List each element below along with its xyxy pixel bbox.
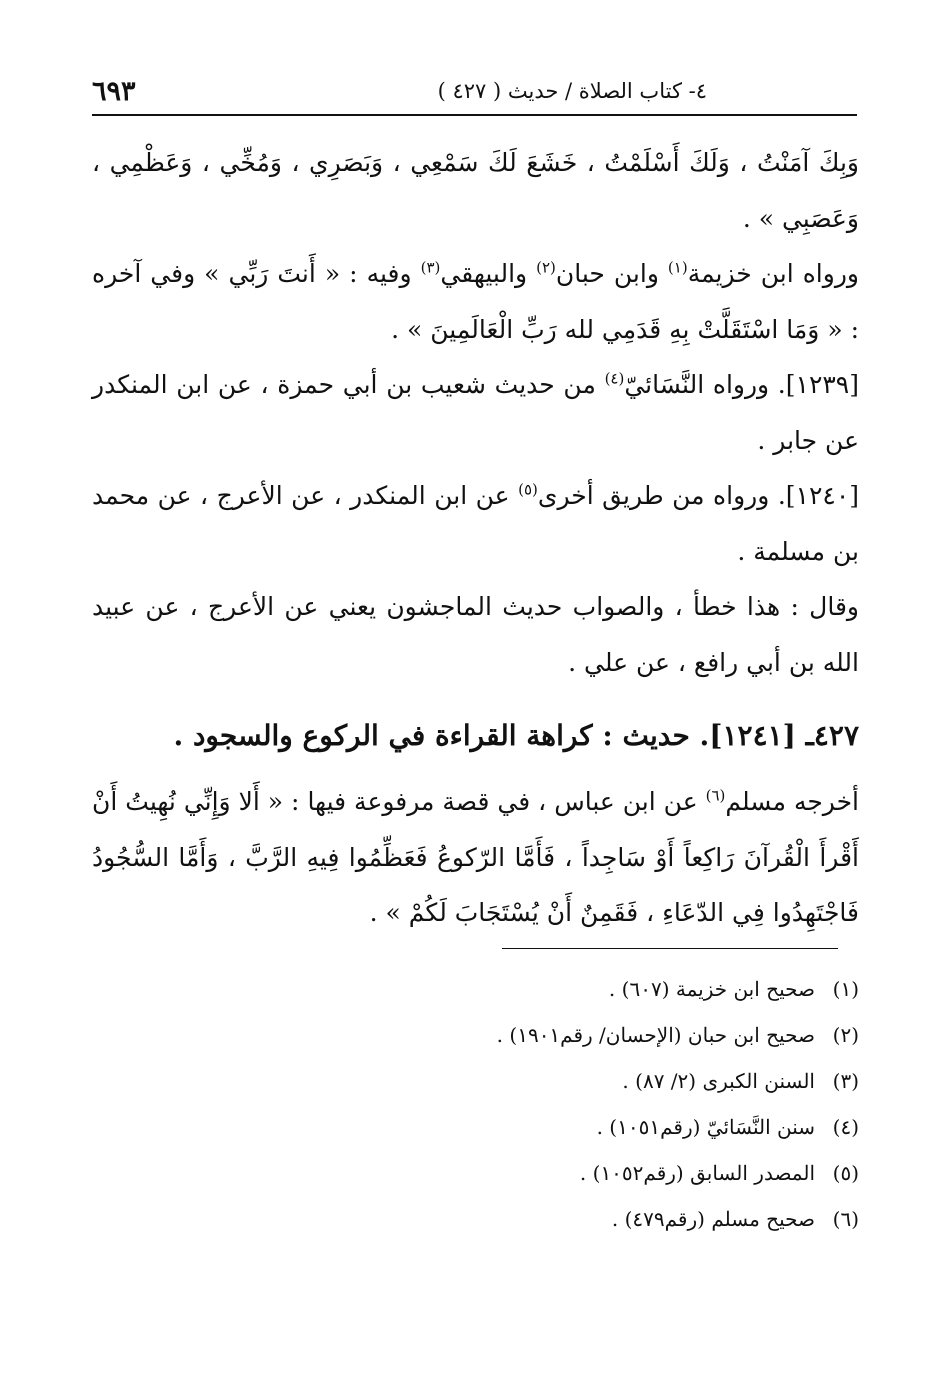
footnote: (١) صحيح ابن خزيمة (٦٠٧) . bbox=[608, 977, 859, 1001]
page-number: ٦٩٣ bbox=[92, 75, 136, 107]
paragraph: [١٢٣٩]. ورواه النَّسَائيّ$^{(٤)}$ من حديث شعيب بن أبي حمزة ، عن ابن المنكدر عن جابر . bbox=[92, 369, 859, 455]
paragraph: وَبِكَ آمَنْتُ ، وَلَكَ أَسْلَمْتُ ، خَشَعَ لَكَ سَمْعِي ، وَبَصَرِي ، وَمُخِّي ، وَعَظْمِي ، وَعَصَبِي » . bbox=[92, 148, 859, 233]
paragraph: ورواه ابن خزيمة$^{(١)}$ وابن حبان$^{(٢)}$ والبيهقي$^{(٣)}$ وفيه : « أَنتَ رَبِّي » وفي آخره : « وَمَا اسْتَقَلَّتْ بِهِ قَدَمِي لله رَبِّ الْعَالَمِينَ » . bbox=[92, 258, 859, 344]
footnote-ref: (٤) bbox=[604, 369, 625, 388]
footnote: (٣) السنن الكبرى (٢/ ٨٧) . bbox=[622, 1069, 859, 1093]
footnote: (٦) صحيح مسلم (رقم٤٧٩) . bbox=[611, 1207, 859, 1231]
footnote-ref: (١) bbox=[667, 258, 688, 277]
footnotes bbox=[299, 966, 859, 1242]
footnote-separator bbox=[502, 948, 838, 949]
running-head: ٤- كتاب الصلاة / حديث ( ٤٢٧ ) bbox=[437, 79, 707, 103]
footnote: (٢) صحيح ابن حبان (الإحسان/ رقم١٩٠١) . bbox=[496, 1023, 859, 1047]
section-heading: ٤٢٧ـ [١٢٤١]. حديث : كراهة القراءة في الركوع والسجود . bbox=[173, 719, 859, 752]
page-header bbox=[92, 66, 857, 116]
footnote-ref: (٣) bbox=[420, 258, 441, 277]
footnote: (٤) سنن النَّسَائيّ (رقم١٠٥١) . bbox=[596, 1115, 859, 1139]
footnote-ref: (٦) bbox=[705, 786, 726, 805]
footnote: (٥) المصدر السابق (رقم١٠٥٢) . bbox=[579, 1161, 859, 1185]
header-rule bbox=[92, 114, 857, 116]
footnote-ref: (٥) bbox=[518, 480, 538, 499]
paragraph: [١٢٤٠]. ورواه من طريق أخرى$^{(٥)}$ عن ابن المنكدر ، عن الأعرج ، عن محمد بن مسلمة . bbox=[92, 480, 860, 566]
footnote-ref: (٢) bbox=[536, 258, 556, 277]
paragraph: وقال : هذا خطأ ، والصواب حديث الماجشون يعني عن الأعرج ، عن عبيد الله بن أبي رافع ، عن علي . bbox=[92, 592, 859, 677]
main-text bbox=[92, 135, 859, 941]
paragraph: أخرجه مسلم$^{(٦)}$ عن ابن عباس ، في قصة مرفوعة فيها : « أَلا وَإِنِّي نُهِيتُ أَنْ أَقْرأَ الْقُرآنَ رَاكِعاً أَوْ سَاجِداً ، فَأَمَّا الرّكوعُ فَعَظِّمُوا فِيهِ الرَّبَّ ، وَأَمَّا السُّجُودُ فَاجْتَهِدُوا فِي الدّعَاءِ ، فَقَمِنٌ أَنْ يُسْتَجَابَ لَكُمْ » . bbox=[92, 786, 860, 927]
